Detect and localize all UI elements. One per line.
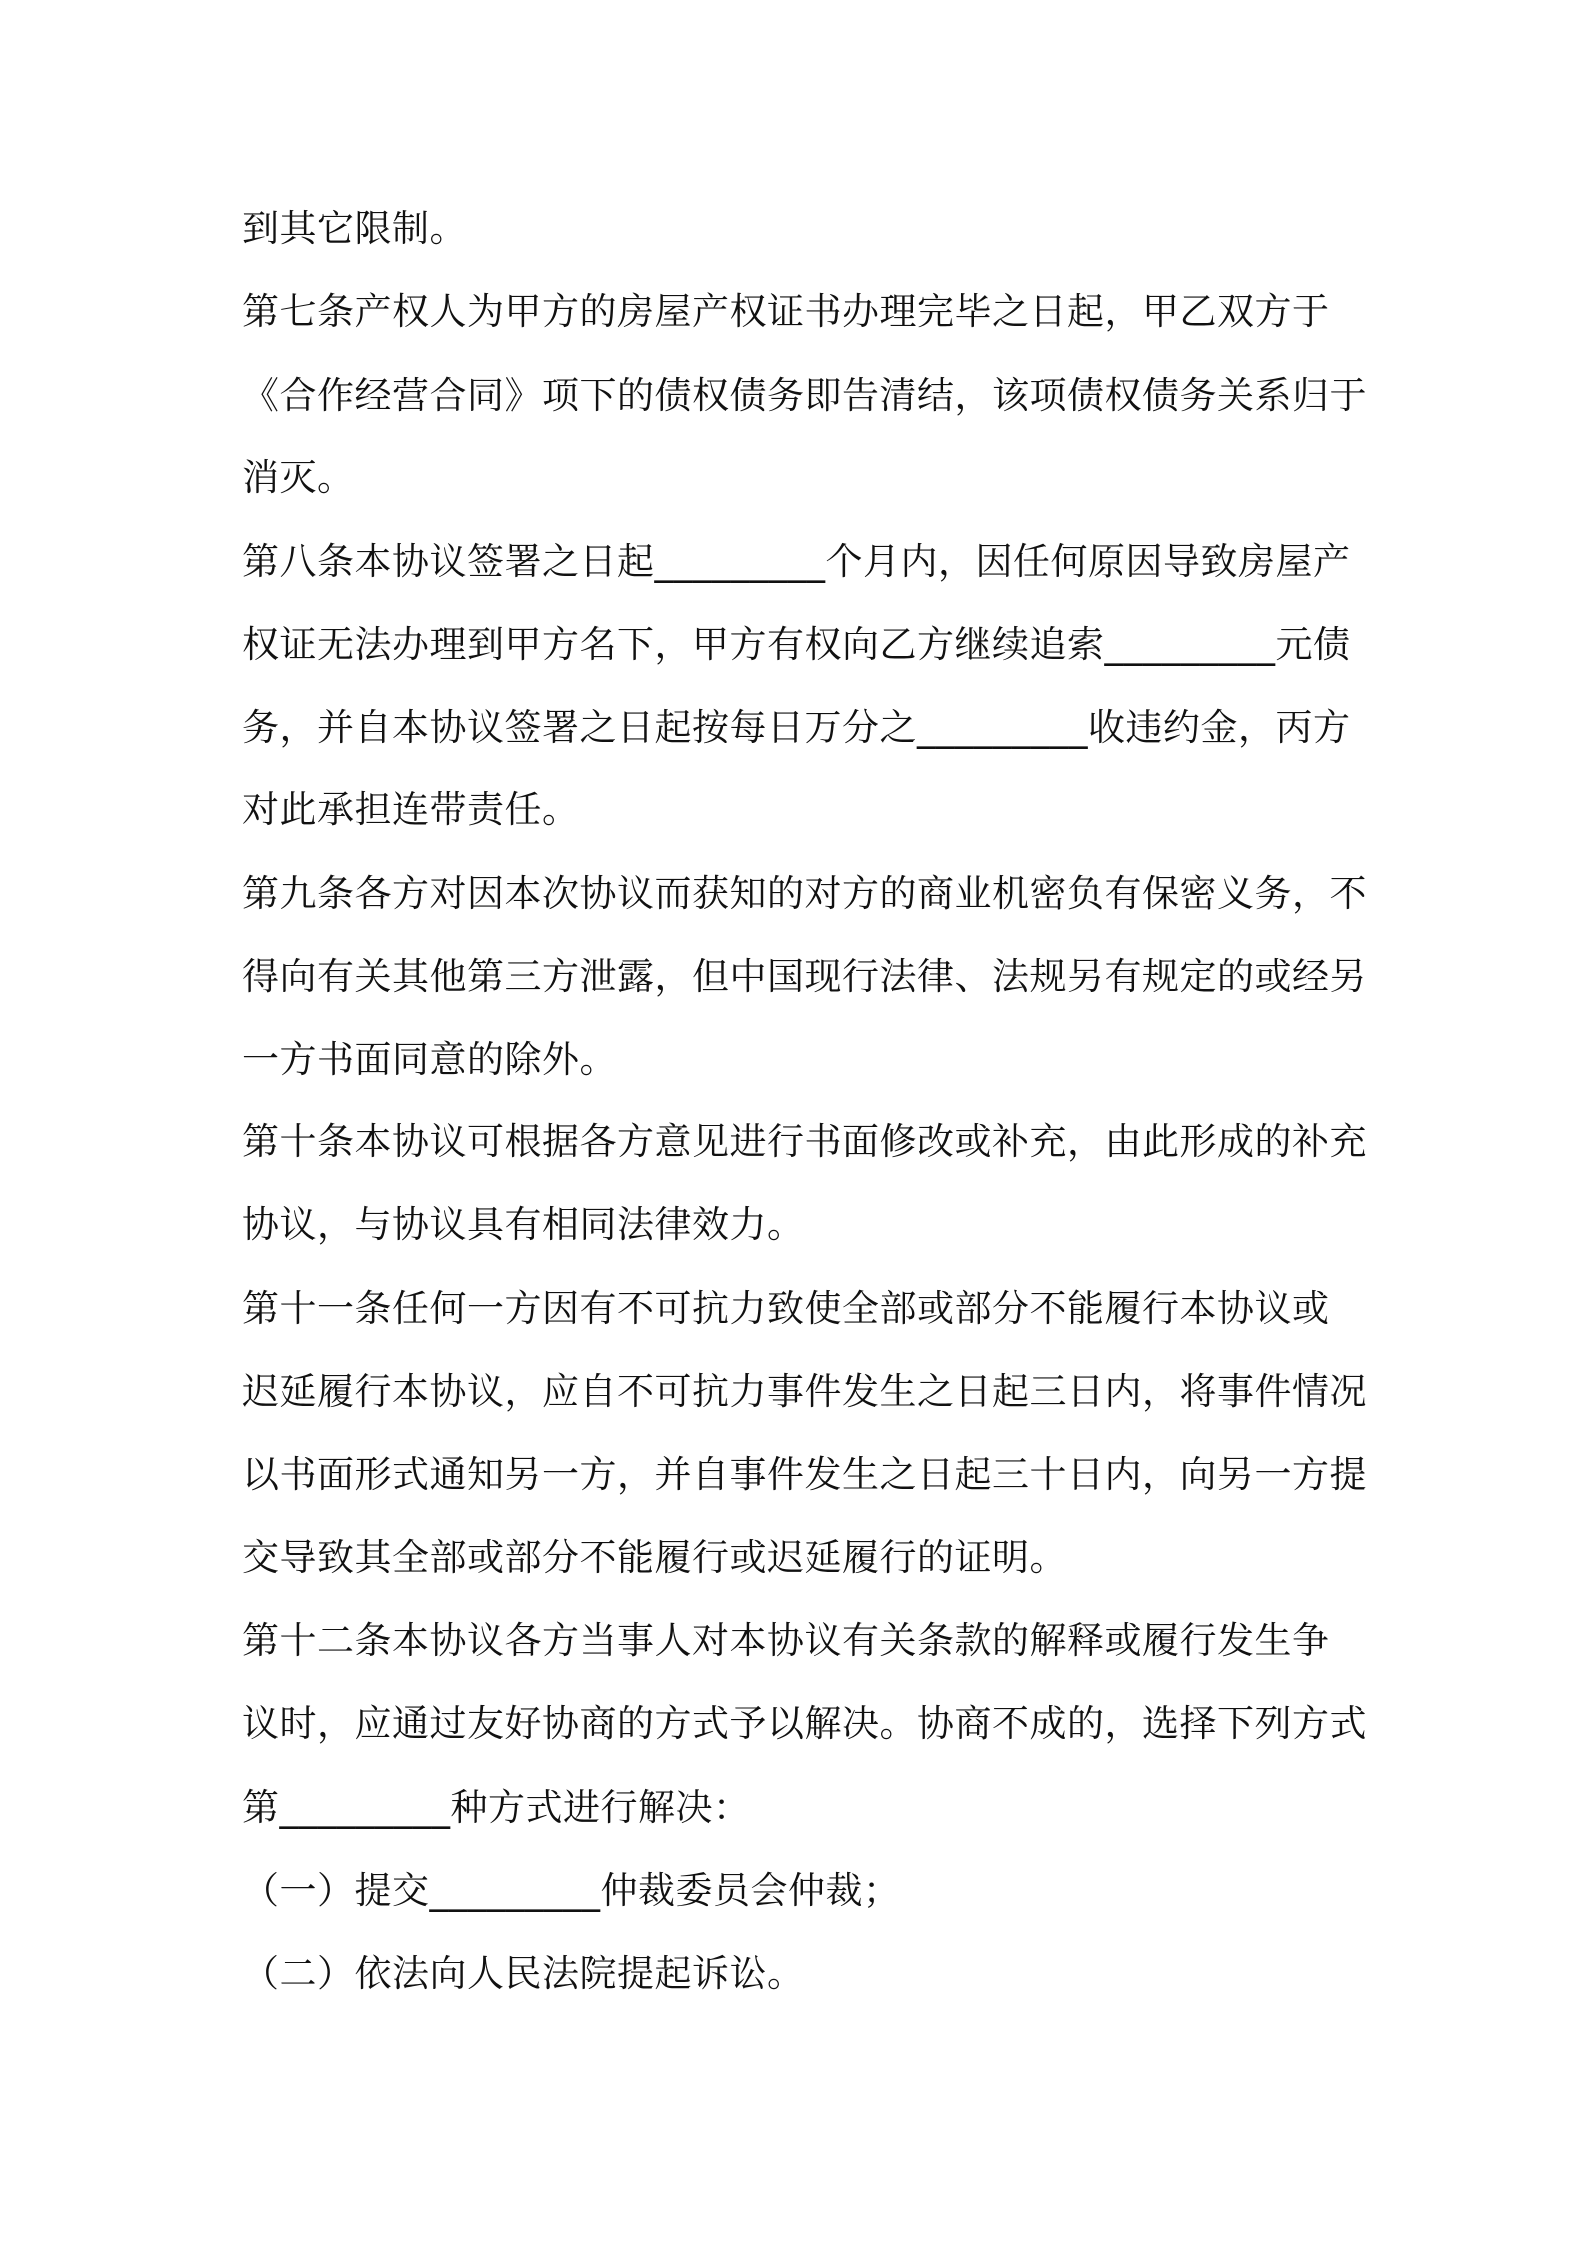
text-line: 权证无法办理到甲方名下，甲方有权向乙方继续追索_________元债 <box>242 623 1351 666</box>
text-line: 《合作经营合同》项下的债权债务即告清结，该项债权债务关系归于 <box>242 374 1367 417</box>
text-line: 到其它限制。 <box>242 207 467 250</box>
text-line: 第十二条本协议各方当事人对本协议有关条款的解释或履行发生争 <box>242 1619 1330 1662</box>
text-line: 第七条产权人为甲方的房屋产权证书办理完毕之日起，甲乙双方于 <box>242 290 1330 333</box>
text-line: 以书面形式通知另一方，并自事件发生之日起三十日内，向另一方提 <box>242 1453 1367 1496</box>
text-line: 协议，与协议具有相同法律效力。 <box>242 1203 805 1246</box>
text-line: 对此承担连带责任。 <box>242 788 580 831</box>
text-line: 第_________种方式进行解决： <box>242 1786 751 1829</box>
text-line: 议时，应通过友好协商的方式予以解决。协商不成的，选择下列方式 <box>242 1702 1367 1745</box>
text-line: 第八条本协议签署之日起_________个月内，因任何原因导致房屋产 <box>242 540 1351 583</box>
text-line: 一方书面同意的除外。 <box>242 1038 617 1081</box>
text-line: （一）提交_________仲裁委员会仲裁； <box>242 1869 901 1912</box>
text-line: （二）依法向人民法院提起诉讼。 <box>242 1952 805 1995</box>
text-line: 第十一条任何一方因有不可抗力致使全部或部分不能履行本协议或 <box>242 1287 1330 1330</box>
text-line: 得向有关其他第三方泄露，但中国现行法律、法规另有规定的或经另 <box>242 955 1367 998</box>
text-line: 第十条本协议可根据各方意见进行书面修改或补充，由此形成的补充 <box>242 1120 1367 1163</box>
text-line: 务，并自本协议签署之日起按每日万分之_________收违约金，丙方 <box>242 706 1351 749</box>
text-line: 消灭。 <box>242 456 355 499</box>
text-line: 第九条各方对因本次协议而获知的对方的商业机密负有保密义务，不 <box>242 872 1367 915</box>
text-line: 交导致其全部或部分不能履行或迟延履行的证明。 <box>242 1536 1067 1579</box>
text-line: 迟延履行本协议，应自不可抗力事件发生之日起三日内，将事件情况 <box>242 1370 1367 1413</box>
